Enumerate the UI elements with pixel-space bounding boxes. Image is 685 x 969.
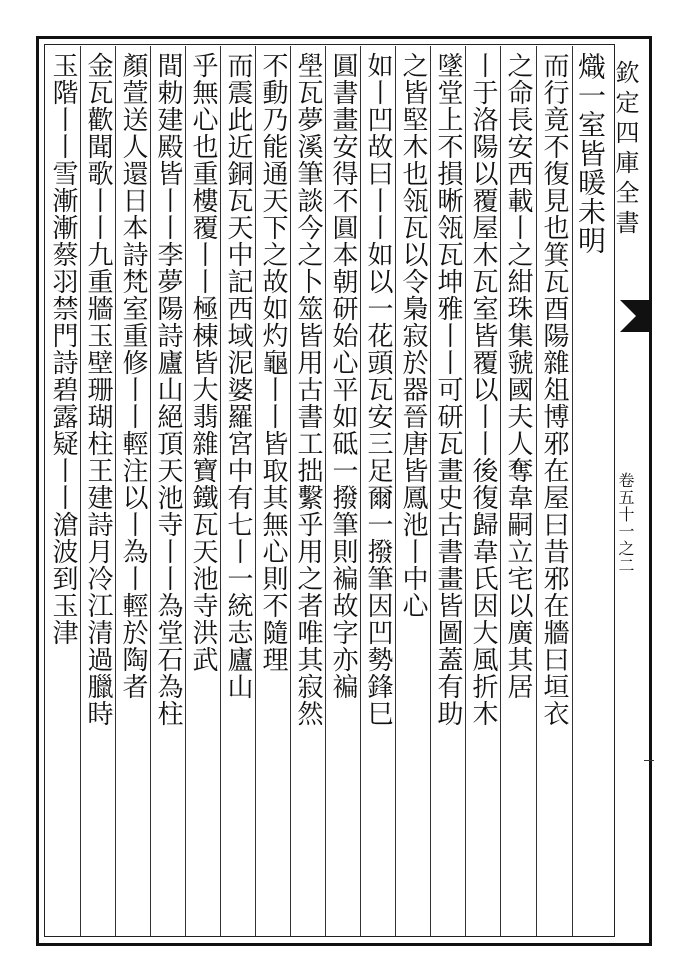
text-column: 間勅建殿皆丨丨李夢陽詩廬山絕頂天池寺丨丨為堂石為柱 xyxy=(153,52,183,727)
text-column: 之皆堅木也瓴瓦以令梟寂於器晉唐皆鳳池丨中心 xyxy=(398,52,428,619)
text-column: 之命長安西載丨之紺珠集虢國夫人奪韋嗣立宅以廣其居 xyxy=(503,52,533,700)
text-column: 熾一室皆暖未明 xyxy=(574,52,607,255)
page-margin xyxy=(602,52,648,936)
text-column: 壆瓦夢溪筆談今之卜筮皆用古書工拙繫乎用之者唯其寂然 xyxy=(293,52,323,727)
text-column: 玉階丨丨雪漸漸蔡羽禁門詩碧露疑丨丨滄波到玉津 xyxy=(48,52,78,646)
text-column: 丨于洛陽以覆屋木瓦室皆覆以丨丨後復歸韋氏因大風折木 xyxy=(468,52,498,727)
fish-tail-mark-icon xyxy=(618,290,654,342)
text-column: 墜堂上不損晰瓴瓦坤雅丨丨可研瓦畫史古書畫皆圖蓋有助 xyxy=(433,52,463,727)
text-column: 圓書畫安得不圓本朝研始心平如砥一撥筆則褊故字亦褊 xyxy=(328,52,358,700)
text-column: 不動乃能通天下之故如灼龜丨丨皆取其無心則不隨理 xyxy=(258,52,288,673)
text-column: 而震此近銅瓦天中記西域泥婆羅宮中有七丨一統志廬山 xyxy=(223,52,253,700)
text-column: 而行竟不復見也箕瓦酉陽雜俎博邪在屋曰昔邪在牆曰垣衣 xyxy=(539,52,569,727)
margin-tick xyxy=(644,760,654,761)
text-column: 顏萱送人還日本詩梵室重修丨丨輕注以丨為丨輕於陶者 xyxy=(118,52,148,700)
book-title: 欽定四庫全書 xyxy=(611,60,639,240)
text-column: 乎無心也重樓覆丨丨極棟皆大翡雜寶鐵瓦天池寺洪武 xyxy=(188,52,218,673)
text-column: 如丨凹故曰丨丨如以一花頭瓦安三足爾一撥筆因凹勢鋒巳 xyxy=(363,52,393,727)
text-column: 金瓦歡聞歌丨丨九重牆玉壁珊瑚柱王建詩月冷江清過臘時 xyxy=(83,52,113,727)
volume-number: 卷五十一之二 xyxy=(616,472,635,574)
